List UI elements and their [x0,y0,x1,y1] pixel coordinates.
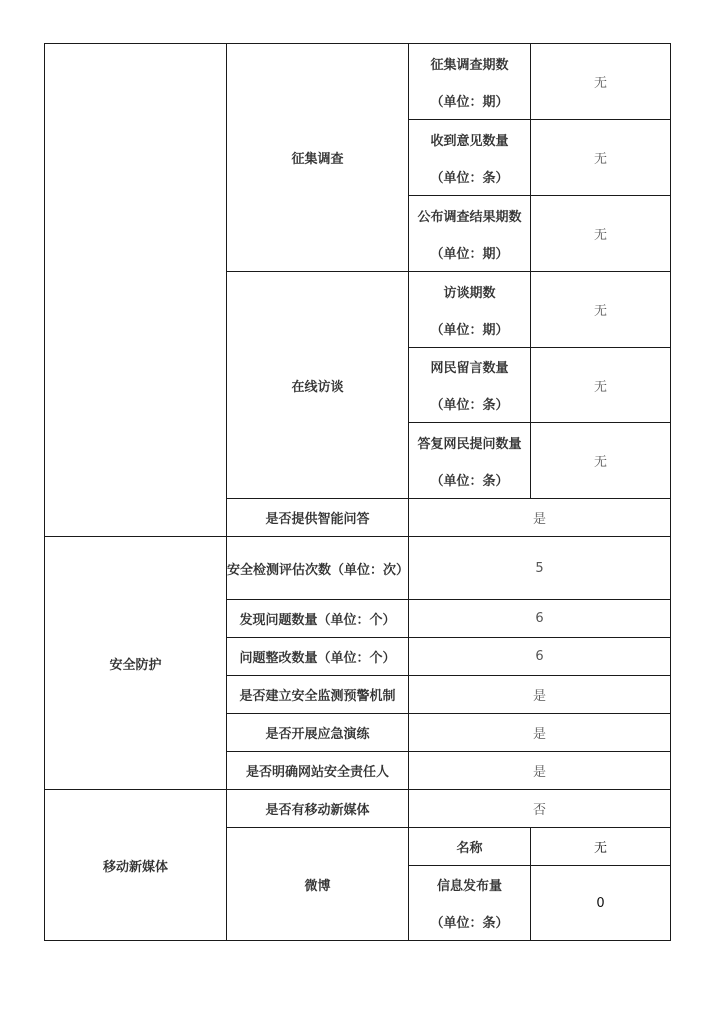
netizen-messages-label: 网民留言数量 （单位：条） [409,348,531,423]
survey-label: 征集调查 [227,44,409,272]
weibo-label: 微博 [227,828,409,941]
weibo-name-label: 名称 [409,828,531,866]
table-row [45,537,671,600]
security-officer-value: 是 [409,752,671,790]
table-row [45,44,671,120]
issues-found-label: 发现问题数量（单位：个） [227,600,409,638]
survey-periods-value: 无 [531,44,671,120]
issues-fixed-value: 6 [409,638,671,676]
blank-category-cell [45,44,227,537]
issues-found-value: 6 [409,600,671,638]
interview-periods-value: 无 [531,272,671,348]
security-assessments-value: 5 [409,537,671,600]
report-table [44,43,671,941]
survey-results-label: 公布调查结果期数 （单位：期） [409,196,531,272]
interview-label: 在线访谈 [227,272,409,499]
netizen-messages-value: 无 [531,348,671,423]
security-assessments-label: 安全检测评估次数（单位：次） [227,537,409,600]
weibo-posts-value: 0 [531,866,671,941]
weibo-posts-label: 信息发布量 （单位：条） [409,866,531,941]
weibo-name-value: 无 [531,828,671,866]
emergency-drill-value: 是 [409,714,671,752]
issues-fixed-label: 问题整改数量（单位：个） [227,638,409,676]
has-new-media-label: 是否有移动新媒体 [227,790,409,828]
survey-results-value: 无 [531,196,671,272]
monitoring-mechanism-label: 是否建立安全监测预警机制 [227,676,409,714]
security-officer-label: 是否明确网站安全责任人 [227,752,409,790]
has-new-media-value: 否 [409,790,671,828]
new-media-label: 移动新媒体 [45,790,227,941]
survey-periods-label: 征集调查期数 （单位：期） [409,44,531,120]
emergency-drill-label: 是否开展应急演练 [227,714,409,752]
security-label: 安全防护 [45,537,227,790]
smart-qa-label: 是否提供智能问答 [227,499,409,537]
opinions-count-label: 收到意见数量 （单位：条） [409,120,531,196]
answered-questions-label: 答复网民提问数量 （单位：条） [409,423,531,499]
monitoring-mechanism-value: 是 [409,676,671,714]
opinions-count-value: 无 [531,120,671,196]
smart-qa-value: 是 [409,499,671,537]
interview-periods-label: 访谈期数 （单位：期） [409,272,531,348]
answered-questions-value: 无 [531,423,671,499]
table-row [45,790,671,828]
